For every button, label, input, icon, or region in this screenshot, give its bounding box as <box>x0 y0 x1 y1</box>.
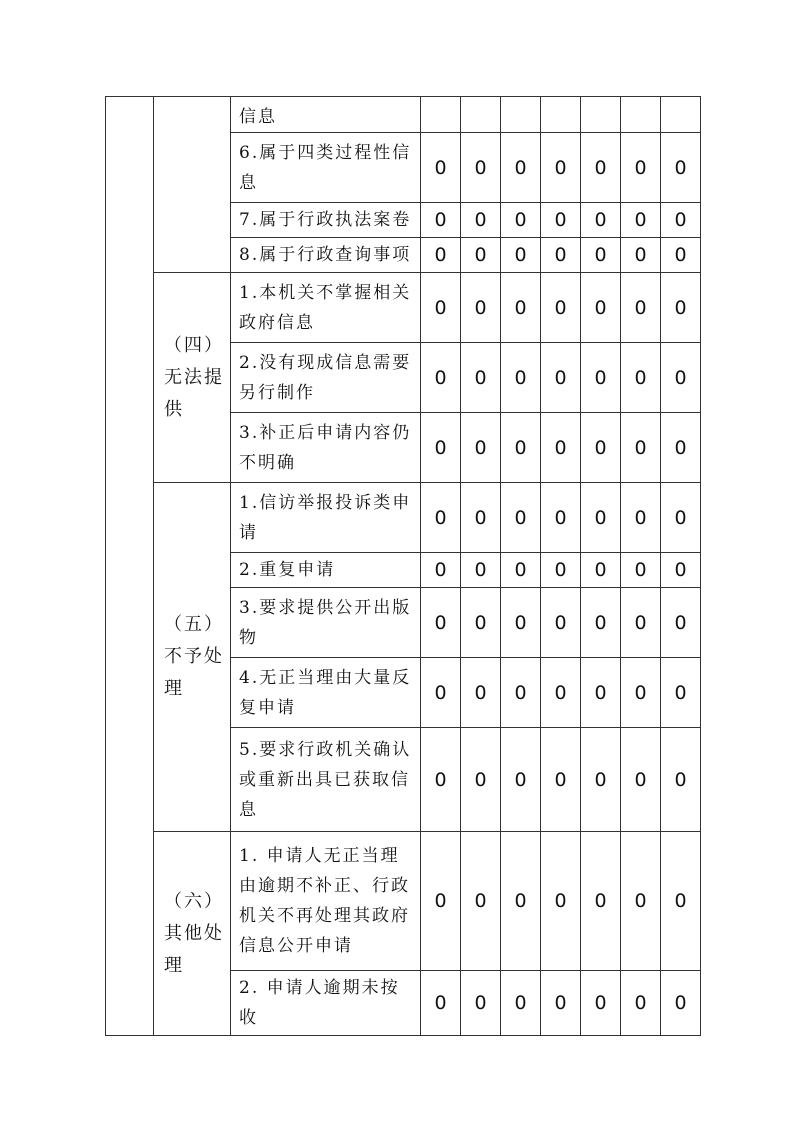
value-cell: 0 <box>661 238 701 273</box>
value-cell: 0 <box>421 238 461 273</box>
value-cell: 0 <box>461 728 501 832</box>
value-cell: 0 <box>461 203 501 238</box>
value-cell: 0 <box>581 273 621 343</box>
category-label-unable-to-provide: （四）无法提供 <box>154 273 231 483</box>
value-cell: 0 <box>661 971 701 1036</box>
value-cell: 0 <box>501 413 541 483</box>
value-cell: 0 <box>501 728 541 832</box>
value-cell: 0 <box>461 588 501 658</box>
value-cell: 0 <box>541 658 581 728</box>
value-cell: 0 <box>421 832 461 971</box>
value-cell: 0 <box>501 133 541 203</box>
value-cell: 0 <box>621 133 661 203</box>
value-cell: 0 <box>581 343 621 413</box>
value-cell: 0 <box>461 343 501 413</box>
value-cell: 0 <box>501 588 541 658</box>
value-cell: 0 <box>421 658 461 728</box>
value-cell: 0 <box>581 553 621 588</box>
value-cell: 0 <box>461 971 501 1036</box>
value-cell: 0 <box>421 971 461 1036</box>
value-cell: 0 <box>581 971 621 1036</box>
value-cell: 0 <box>501 832 541 971</box>
value-cell: 0 <box>541 238 581 273</box>
item-label: 7.属于行政执法案卷 <box>231 203 421 238</box>
value-cell: 0 <box>661 483 701 553</box>
value-cell: 0 <box>621 588 661 658</box>
value-cell: 0 <box>621 971 661 1036</box>
item-label: 4.无正当理由大量反复申请 <box>231 658 421 728</box>
item-label: 3.要求提供公开出版物 <box>231 588 421 658</box>
value-cell: 0 <box>501 483 541 553</box>
value-cell: 0 <box>621 553 661 588</box>
value-cell: 0 <box>461 133 501 203</box>
item-label: 1. 申请人无正当理由逾期不补正、行政机关不再处理其政府信息公开申请 <box>231 832 421 971</box>
value-cell: 0 <box>421 273 461 343</box>
value-cell: 0 <box>501 203 541 238</box>
value-cell <box>581 97 621 133</box>
value-cell: 0 <box>541 273 581 343</box>
value-cell: 0 <box>621 728 661 832</box>
value-cell: 0 <box>461 483 501 553</box>
item-label: 2.没有现成信息需要另行制作 <box>231 343 421 413</box>
value-cell: 0 <box>621 413 661 483</box>
value-cell: 0 <box>661 658 701 728</box>
value-cell: 0 <box>621 483 661 553</box>
value-cell: 0 <box>621 832 661 971</box>
value-cell <box>461 97 501 133</box>
category-cell <box>154 97 231 273</box>
value-cell: 0 <box>661 203 701 238</box>
table-row <box>106 273 701 343</box>
value-cell: 0 <box>581 413 621 483</box>
value-cell: 0 <box>581 133 621 203</box>
value-cell: 0 <box>461 832 501 971</box>
value-cell: 0 <box>541 343 581 413</box>
category-label-other-handling: （六）其他处理 <box>154 832 231 1036</box>
item-label: 6.属于四类过程性信息 <box>231 133 421 203</box>
value-cell: 0 <box>501 343 541 413</box>
value-cell: 0 <box>541 203 581 238</box>
item-label: 5.要求行政机关确认或重新出具已获取信息 <box>231 728 421 832</box>
value-cell: 0 <box>661 133 701 203</box>
value-cell: 0 <box>421 413 461 483</box>
value-cell: 0 <box>541 553 581 588</box>
value-cell: 0 <box>541 728 581 832</box>
value-cell: 0 <box>461 658 501 728</box>
item-label: 2. 申请人逾期未按收 <box>231 971 421 1036</box>
value-cell: 0 <box>581 238 621 273</box>
item-label: 1.信访举报投诉类申请 <box>231 483 421 553</box>
item-label: 8.属于行政查询事项 <box>231 238 421 273</box>
outer-category-cell <box>106 97 154 1036</box>
item-label: 3.补正后申请内容仍不明确 <box>231 413 421 483</box>
value-cell: 0 <box>421 203 461 238</box>
value-cell <box>661 97 701 133</box>
value-cell: 0 <box>581 203 621 238</box>
value-cell: 0 <box>621 658 661 728</box>
value-cell: 0 <box>501 238 541 273</box>
disclosure-statistics-table <box>105 96 701 1036</box>
value-cell: 0 <box>461 553 501 588</box>
table-row <box>106 832 701 971</box>
value-cell: 0 <box>421 553 461 588</box>
value-cell <box>541 97 581 133</box>
table-row <box>106 97 701 133</box>
category-label-not-processed: （五）不予处理 <box>154 483 231 832</box>
value-cell <box>421 97 461 133</box>
value-cell: 0 <box>661 728 701 832</box>
value-cell: 0 <box>541 483 581 553</box>
value-cell: 0 <box>421 588 461 658</box>
item-label: 1.本机关不掌握相关政府信息 <box>231 273 421 343</box>
value-cell: 0 <box>581 832 621 971</box>
value-cell: 0 <box>661 553 701 588</box>
value-cell: 0 <box>621 203 661 238</box>
value-cell: 0 <box>541 832 581 971</box>
value-cell: 0 <box>421 343 461 413</box>
value-cell: 0 <box>581 588 621 658</box>
value-cell: 0 <box>581 728 621 832</box>
value-cell: 0 <box>661 343 701 413</box>
value-cell <box>621 97 661 133</box>
value-cell: 0 <box>661 413 701 483</box>
value-cell: 0 <box>541 413 581 483</box>
value-cell: 0 <box>461 273 501 343</box>
item-label: 信息 <box>231 97 421 133</box>
value-cell: 0 <box>581 483 621 553</box>
value-cell: 0 <box>541 133 581 203</box>
value-cell: 0 <box>421 133 461 203</box>
value-cell: 0 <box>461 413 501 483</box>
value-cell: 0 <box>461 238 501 273</box>
value-cell: 0 <box>661 588 701 658</box>
value-cell: 0 <box>541 588 581 658</box>
value-cell: 0 <box>421 483 461 553</box>
value-cell: 0 <box>621 343 661 413</box>
table-row <box>106 483 701 553</box>
value-cell: 0 <box>501 553 541 588</box>
value-cell: 0 <box>501 273 541 343</box>
item-label: 2.重复申请 <box>231 553 421 588</box>
value-cell: 0 <box>541 971 581 1036</box>
value-cell: 0 <box>661 832 701 971</box>
value-cell: 0 <box>501 971 541 1036</box>
value-cell: 0 <box>621 273 661 343</box>
value-cell: 0 <box>581 658 621 728</box>
value-cell: 0 <box>621 238 661 273</box>
value-cell <box>501 97 541 133</box>
value-cell: 0 <box>421 728 461 832</box>
value-cell: 0 <box>661 273 701 343</box>
value-cell: 0 <box>501 658 541 728</box>
